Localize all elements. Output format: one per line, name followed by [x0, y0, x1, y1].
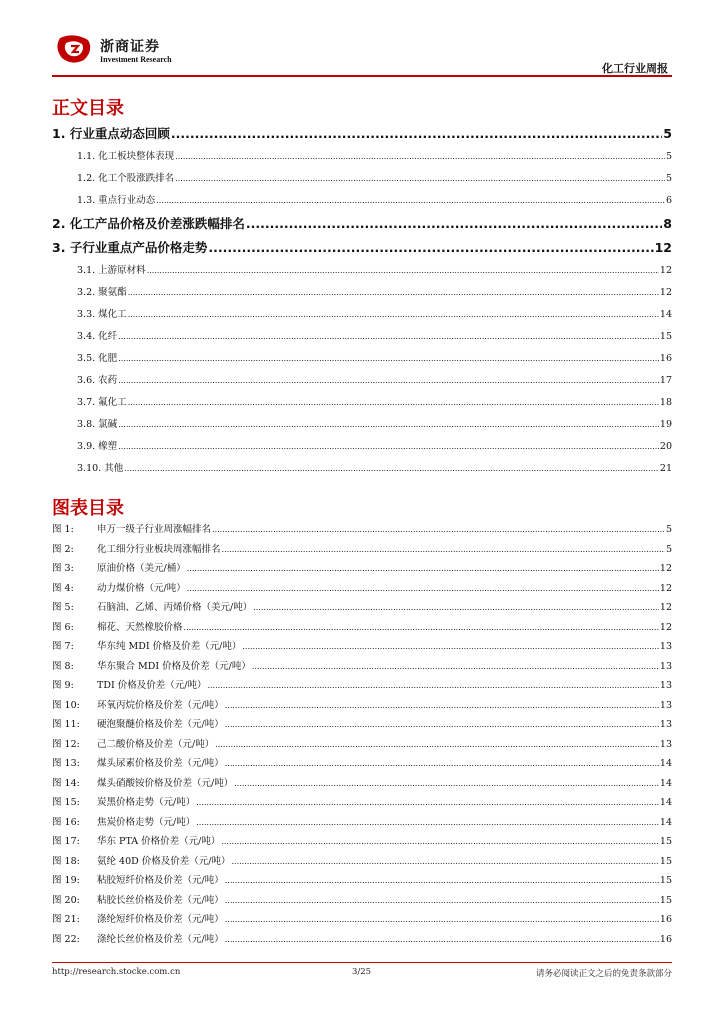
entry-page-number: 14: [659, 816, 672, 828]
toc-subsection-link[interactable]: [52, 394, 672, 412]
figure-list-link[interactable]: [52, 736, 672, 754]
entry-text: TDI 价格及价差（元/吨）: [97, 680, 207, 691]
figure-list-link[interactable]: [52, 833, 672, 851]
dot-leader: [207, 681, 658, 690]
entry-number: 图 17:: [52, 836, 80, 847]
figure-list-link[interactable]: [52, 853, 672, 871]
entry-number: 图 13:: [52, 758, 80, 769]
entry-page-number: 12: [659, 563, 672, 574]
entry-text: 石脑油、乙烯、丙烯价格（美元/吨）: [97, 602, 253, 613]
entry-page-number: 13: [659, 680, 672, 691]
entry-page-number: 5: [665, 173, 672, 184]
entry-number: 3.6.: [77, 375, 96, 386]
entry-label: [77, 192, 155, 206]
dot-leader: [175, 152, 665, 161]
entry-text: 棉花、天然橡胶价格: [97, 621, 183, 633]
entry-text: 粘胶长丝价格及价差（元/吨）: [97, 894, 224, 906]
entry-label: [52, 755, 224, 769]
figure-list-link[interactable]: [52, 911, 672, 929]
entry-text: 粘胶短纤价格及价差（元/吨）: [97, 875, 224, 886]
entry-label: [52, 619, 183, 633]
entry-text: 涤纶短纤价格及价差（元/吨）: [97, 914, 224, 925]
entry-label: [52, 521, 211, 535]
entry-number: 3.10.: [77, 463, 102, 474]
entry-text: 氨纶 40D 价格及价差（元/吨）: [97, 855, 231, 867]
dot-leader: [118, 420, 659, 429]
entry-text: 子行业重点产品价格走势: [69, 240, 208, 255]
entry-number: 3.2.: [77, 287, 96, 298]
report-type-label: 化工行业周报: [602, 62, 668, 75]
figure-list-link[interactable]: [52, 677, 672, 695]
figure-list-link[interactable]: [52, 580, 672, 598]
dot-leader: [118, 354, 659, 363]
dot-leader: [231, 857, 658, 866]
figure-list-link[interactable]: [52, 775, 672, 793]
figure-list-link[interactable]: [52, 658, 672, 676]
toc-subsection-link[interactable]: [52, 460, 672, 478]
figure-list-link[interactable]: [52, 931, 672, 949]
entry-label: [52, 911, 224, 925]
entry-label: [52, 716, 224, 730]
toc-section-link[interactable]: [52, 238, 672, 256]
entry-page-number: 13: [659, 641, 672, 652]
dot-leader: [156, 196, 665, 205]
toc-title: 正文目录: [52, 98, 124, 119]
entry-number: 图 18:: [52, 855, 80, 867]
entry-number: 图 7:: [52, 641, 74, 652]
dot-leader: [225, 915, 659, 924]
entry-number: 3.4.: [77, 331, 96, 342]
entry-number: 图 3:: [52, 563, 74, 574]
entry-label: [52, 214, 245, 232]
toc-subsection-link[interactable]: [52, 372, 672, 390]
brand-name-cn: 浙商证券: [100, 39, 160, 55]
entry-label: [52, 775, 233, 789]
entry-page-number: 5: [665, 543, 672, 555]
entry-label: [52, 853, 230, 867]
entry-number: 3.1.: [77, 265, 96, 276]
entry-number: 图 12:: [52, 738, 80, 750]
entry-page-number: 14: [659, 758, 672, 769]
page-number: 3/25: [352, 967, 372, 977]
entry-text: 橡塑: [98, 441, 118, 452]
entry-page-number: 13: [659, 719, 672, 730]
figure-list-link[interactable]: [52, 794, 672, 812]
entry-number: 3.9.: [77, 441, 96, 452]
entry-label: [77, 372, 117, 386]
entry-label: [52, 124, 170, 142]
dot-leader: [234, 779, 659, 788]
entry-number: 1.: [52, 126, 66, 141]
entry-page-number: 15: [659, 331, 672, 342]
entry-label: [77, 416, 117, 430]
figure-list-link[interactable]: [52, 716, 672, 734]
entry-number: 2.: [52, 216, 66, 231]
entry-page-number: 8: [663, 216, 672, 231]
entry-number: 3.8.: [77, 419, 96, 430]
entry-page-number: 5: [663, 126, 672, 141]
figure-list-link[interactable]: [52, 638, 672, 656]
entry-label: [52, 677, 206, 691]
entry-page-number: 15: [659, 855, 672, 867]
dot-leader: [147, 266, 659, 275]
entry-page-number: 15: [659, 836, 672, 847]
entry-page-number: 14: [659, 797, 672, 808]
entry-text: 华东纯 MDI 价格及价差（元/吨）: [97, 641, 242, 652]
entry-text: 煤头尿素价格及价差（元/吨）: [97, 758, 224, 769]
entry-page-number: 16: [659, 933, 672, 945]
entry-page-number: 12: [659, 287, 672, 298]
entry-number: 图 21:: [52, 914, 80, 925]
brand-name-en: Investment Research: [100, 55, 172, 64]
entry-text: 其他: [104, 463, 124, 474]
entry-number: 1.3.: [77, 195, 96, 206]
entry-label: [52, 560, 186, 574]
entry-label: [77, 306, 127, 320]
entry-number: 图 20:: [52, 894, 80, 906]
entry-label: [77, 148, 174, 162]
dot-leader: [196, 818, 659, 827]
dot-leader: [128, 398, 659, 407]
entry-label: [77, 394, 127, 408]
toc-subsection-link[interactable]: [52, 328, 672, 346]
entry-number: 1.1.: [77, 151, 96, 162]
dot-leader: [242, 642, 659, 651]
entry-number: 3.5.: [77, 353, 96, 364]
toc-subsection-link[interactable]: [52, 416, 672, 434]
zheshang-logo-icon: [54, 34, 94, 64]
entry-label: [52, 794, 195, 808]
entry-label: [77, 170, 174, 184]
entry-text: 化工产品价格及价差涨跌幅排名: [69, 216, 245, 231]
toc-section-link[interactable]: [52, 124, 672, 142]
entry-number: 图 1:: [52, 524, 74, 535]
entry-number: 图 4:: [52, 582, 74, 594]
figure-list-link[interactable]: [52, 599, 672, 617]
entry-number: 图 10:: [52, 699, 80, 711]
entry-page-number: 17: [659, 375, 672, 386]
entry-label: [52, 736, 214, 750]
entry-label: [52, 697, 224, 711]
dot-leader: [246, 216, 662, 231]
dot-leader: [128, 310, 659, 319]
entry-text: 化工板块整体表现: [98, 151, 175, 162]
entry-number: 图 8:: [52, 660, 74, 672]
entry-label: [52, 931, 224, 945]
entry-text: 煤化工: [98, 309, 127, 320]
figure-list-link[interactable]: [52, 619, 672, 637]
entry-text: 炭黑价格走势（元/吨）: [97, 797, 196, 808]
entry-page-number: 15: [659, 875, 672, 886]
dot-leader: [118, 332, 659, 341]
entry-label: [52, 872, 224, 886]
figure-list-link[interactable]: [52, 892, 672, 910]
entry-text: 氟化工: [98, 397, 127, 408]
dot-leader: [171, 126, 662, 141]
entry-number: 3.: [52, 240, 66, 255]
toc-subsection-link[interactable]: [52, 350, 672, 368]
entry-page-number: 12: [659, 602, 672, 613]
entry-page-number: 13: [659, 660, 672, 672]
entry-page-number: 12: [659, 582, 672, 594]
entry-page-number: 12: [654, 240, 672, 255]
entry-text: 化工个股涨跌排名: [98, 173, 175, 184]
toc-section-link[interactable]: [52, 214, 672, 232]
toc-subsection-link[interactable]: [52, 192, 672, 210]
dot-leader: [225, 896, 659, 905]
dot-leader: [252, 662, 659, 671]
entry-label: [77, 262, 146, 276]
dot-leader: [225, 876, 659, 885]
entry-number: 图 11:: [52, 719, 80, 730]
entry-text: 原油价格（美元/桶）: [97, 563, 186, 574]
entry-label: [52, 541, 221, 555]
dot-leader: [212, 525, 665, 534]
dot-leader: [225, 701, 659, 710]
entry-number: 图 9:: [52, 680, 74, 691]
entry-text: 氯碱: [98, 419, 118, 430]
dot-leader: [124, 464, 659, 473]
figure-list-link[interactable]: [52, 521, 672, 539]
entry-page-number: 16: [659, 353, 672, 364]
entry-page-number: 14: [659, 777, 672, 789]
entry-page-number: 5: [665, 151, 672, 162]
page-header: [0, 0, 724, 78]
toc-subsection-link[interactable]: [52, 170, 672, 188]
dot-leader: [225, 720, 659, 729]
dot-leader: [225, 759, 659, 768]
toc-subsection-link[interactable]: [52, 148, 672, 166]
dot-leader: [187, 564, 659, 573]
entry-text: 华东 PTA 价格价差（元/吨）: [97, 836, 221, 847]
figure-list-link[interactable]: [52, 814, 672, 832]
dot-leader: [225, 935, 659, 944]
dot-leader: [253, 603, 659, 612]
dot-leader: [118, 442, 659, 451]
entry-text: 涤纶长丝价格及价差（元/吨）: [97, 933, 224, 945]
entry-label: [52, 814, 195, 828]
dot-leader: [184, 623, 659, 632]
entry-label: [77, 460, 123, 474]
entry-label: [52, 658, 251, 672]
entry-number: 3.3.: [77, 309, 96, 320]
dot-leader: [221, 837, 659, 846]
entry-text: 煤头硝酸铵价格及价差（元/吨）: [97, 777, 234, 789]
toc-subsection-link[interactable]: [52, 306, 672, 324]
entry-number: 图 16:: [52, 816, 80, 828]
entry-label: [52, 599, 252, 613]
entry-page-number: 18: [659, 397, 672, 408]
entry-text: 行业重点动态回顾: [69, 126, 170, 141]
figure-list-link[interactable]: [52, 697, 672, 715]
entry-label: [52, 580, 186, 594]
entry-label: [52, 833, 220, 847]
entry-text: 华东聚合 MDI 价格及价差（元/吨）: [97, 660, 251, 672]
entry-page-number: 6: [665, 195, 672, 206]
entry-text: 硬泡聚醚价格及价差（元/吨）: [97, 719, 224, 730]
entry-text: 农药: [98, 375, 118, 386]
disclaimer-note: 请务必阅读正文之后的免责条款部分: [535, 969, 672, 979]
entry-label: [77, 284, 127, 298]
header-divider: [52, 75, 672, 77]
footer-url-link[interactable]: http://research.stocke.com.cn: [52, 967, 181, 977]
figure-list-link[interactable]: [52, 755, 672, 773]
entry-page-number: 20: [659, 441, 672, 452]
entry-page-number: 21: [659, 463, 672, 474]
entry-label: [52, 638, 241, 652]
entry-text: 动力煤价格（元/吨）: [97, 582, 186, 594]
entry-text: 申万一级子行业周涨幅排名: [97, 524, 212, 535]
entry-number: 图 2:: [52, 543, 74, 555]
entry-text: 己二酸价格及价差（元/吨）: [97, 738, 215, 750]
toc-subsection-link[interactable]: [52, 262, 672, 280]
entry-number: 图 19:: [52, 875, 80, 886]
entry-number: 图 5:: [52, 602, 74, 613]
entry-text: 上游原材料: [98, 265, 146, 276]
entry-text: 焦炭价格走势（元/吨）: [97, 816, 196, 828]
dot-leader: [222, 545, 665, 554]
entry-number: 图 15:: [52, 797, 80, 808]
entry-page-number: 12: [659, 265, 672, 276]
entry-page-number: 16: [659, 914, 672, 925]
entry-number: 1.2.: [77, 173, 96, 184]
entry-label: [52, 892, 224, 906]
entry-label: [77, 438, 117, 452]
entry-number: 图 14:: [52, 777, 80, 789]
entry-page-number: 5: [665, 524, 672, 535]
figure-list-link[interactable]: [52, 541, 672, 559]
footer-divider: [52, 962, 672, 963]
dot-leader: [215, 740, 659, 749]
entry-page-number: 13: [659, 699, 672, 711]
toc-subsection-link[interactable]: [52, 438, 672, 456]
dot-leader: [187, 584, 659, 593]
entry-number: 图 22:: [52, 933, 80, 945]
entry-page-number: 13: [659, 738, 672, 750]
entry-number: 图 6:: [52, 621, 74, 633]
figure-list-link[interactable]: [52, 872, 672, 890]
figures-title: 图表目录: [52, 498, 124, 519]
entry-text: 化工细分行业板块周涨幅排名: [97, 543, 221, 555]
toc-subsection-link[interactable]: [52, 284, 672, 302]
dot-leader: [128, 288, 659, 297]
entry-page-number: 19: [659, 419, 672, 430]
entry-label: [77, 328, 117, 342]
dot-leader: [118, 376, 659, 385]
entry-text: 化肥: [98, 353, 118, 364]
entry-page-number: 14: [659, 309, 672, 320]
entry-text: 聚氨酯: [98, 287, 127, 298]
dot-leader: [175, 174, 665, 183]
entry-text: 化纤: [98, 331, 118, 342]
entry-page-number: 15: [659, 894, 672, 906]
dot-leader: [208, 240, 653, 255]
entry-text: 环氧丙烷价格及价差（元/吨）: [97, 699, 224, 711]
entry-label: [77, 350, 117, 364]
figure-list-link[interactable]: [52, 560, 672, 578]
entry-number: 3.7.: [77, 397, 96, 408]
entry-label: [52, 238, 207, 256]
dot-leader: [196, 798, 659, 807]
entry-page-number: 12: [659, 621, 672, 633]
entry-text: 重点行业动态: [98, 195, 156, 206]
